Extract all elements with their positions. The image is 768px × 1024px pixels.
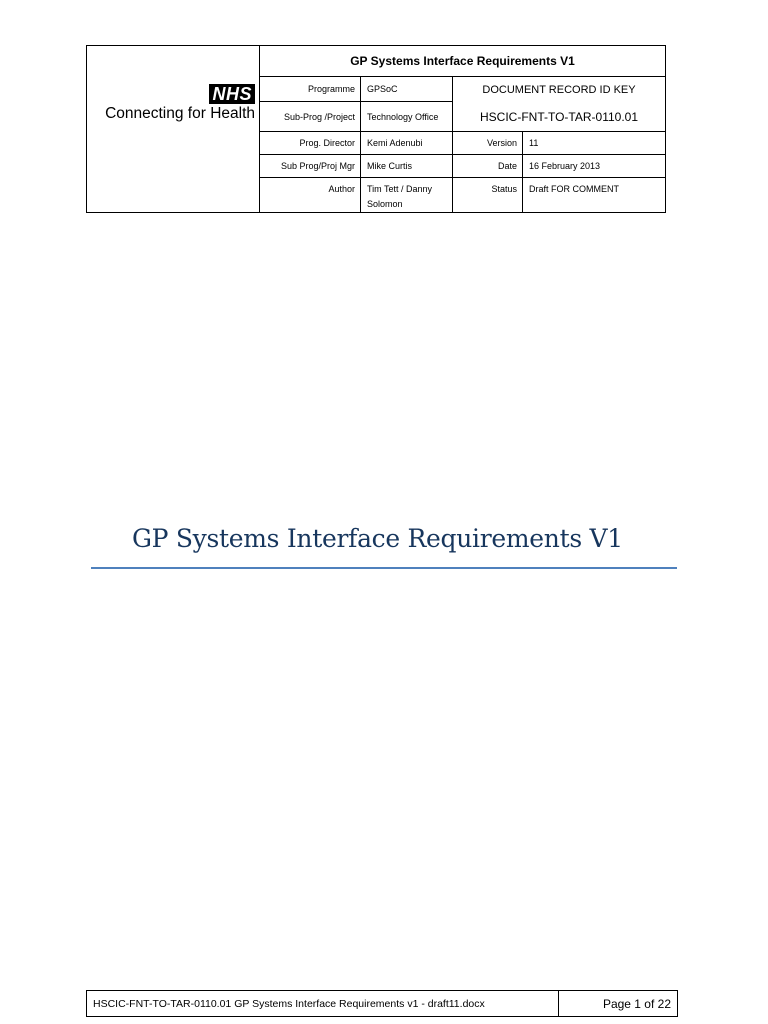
status-label: Status xyxy=(453,178,523,212)
header-title: GP Systems Interface Requirements V1 xyxy=(260,46,665,77)
status-value: Draft FOR COMMENT xyxy=(529,184,619,194)
director-label: Prog. Director xyxy=(260,132,361,155)
title-underline xyxy=(91,567,677,569)
version-value: 11 xyxy=(523,132,665,155)
manager-value: Mike Curtis xyxy=(361,155,453,178)
document-header-table xyxy=(86,45,666,213)
date-value: 16 February 2013 xyxy=(523,155,665,178)
manager-label: Sub Prog/Proj Mgr xyxy=(260,155,361,178)
document-title: GP Systems Interface Requirements V1 xyxy=(132,524,623,553)
version-label: Version xyxy=(453,132,523,155)
footer-page-number: Page 1 of 22 xyxy=(602,996,671,1011)
footer-document-name: HSCIC-FNT-TO-TAR-0110.01 GP Systems Interface Requirements v1 - draft11.docx xyxy=(87,991,559,1016)
author-label: Author xyxy=(260,178,361,212)
page-footer xyxy=(86,990,678,1017)
date-label: Date xyxy=(453,155,523,178)
record-id-label: DOCUMENT RECORD ID KEY xyxy=(482,83,636,96)
logo-cell xyxy=(87,46,260,212)
programme-label: Programme xyxy=(260,77,361,102)
subprog-value: Technology Office xyxy=(361,102,453,132)
author-value: Tim Tett / Danny Solomon xyxy=(361,178,453,212)
programme-value: GPSoC xyxy=(361,77,453,102)
director-value: Kemi Adenubi xyxy=(361,132,453,155)
record-id-value: HSCIC-FNT-TO-TAR-0110.01 xyxy=(453,102,665,132)
subprog-label: Sub-Prog /Project xyxy=(260,102,361,132)
logo-tagline: Connecting for Health xyxy=(105,105,255,122)
nhs-logo: NHS xyxy=(209,84,255,104)
